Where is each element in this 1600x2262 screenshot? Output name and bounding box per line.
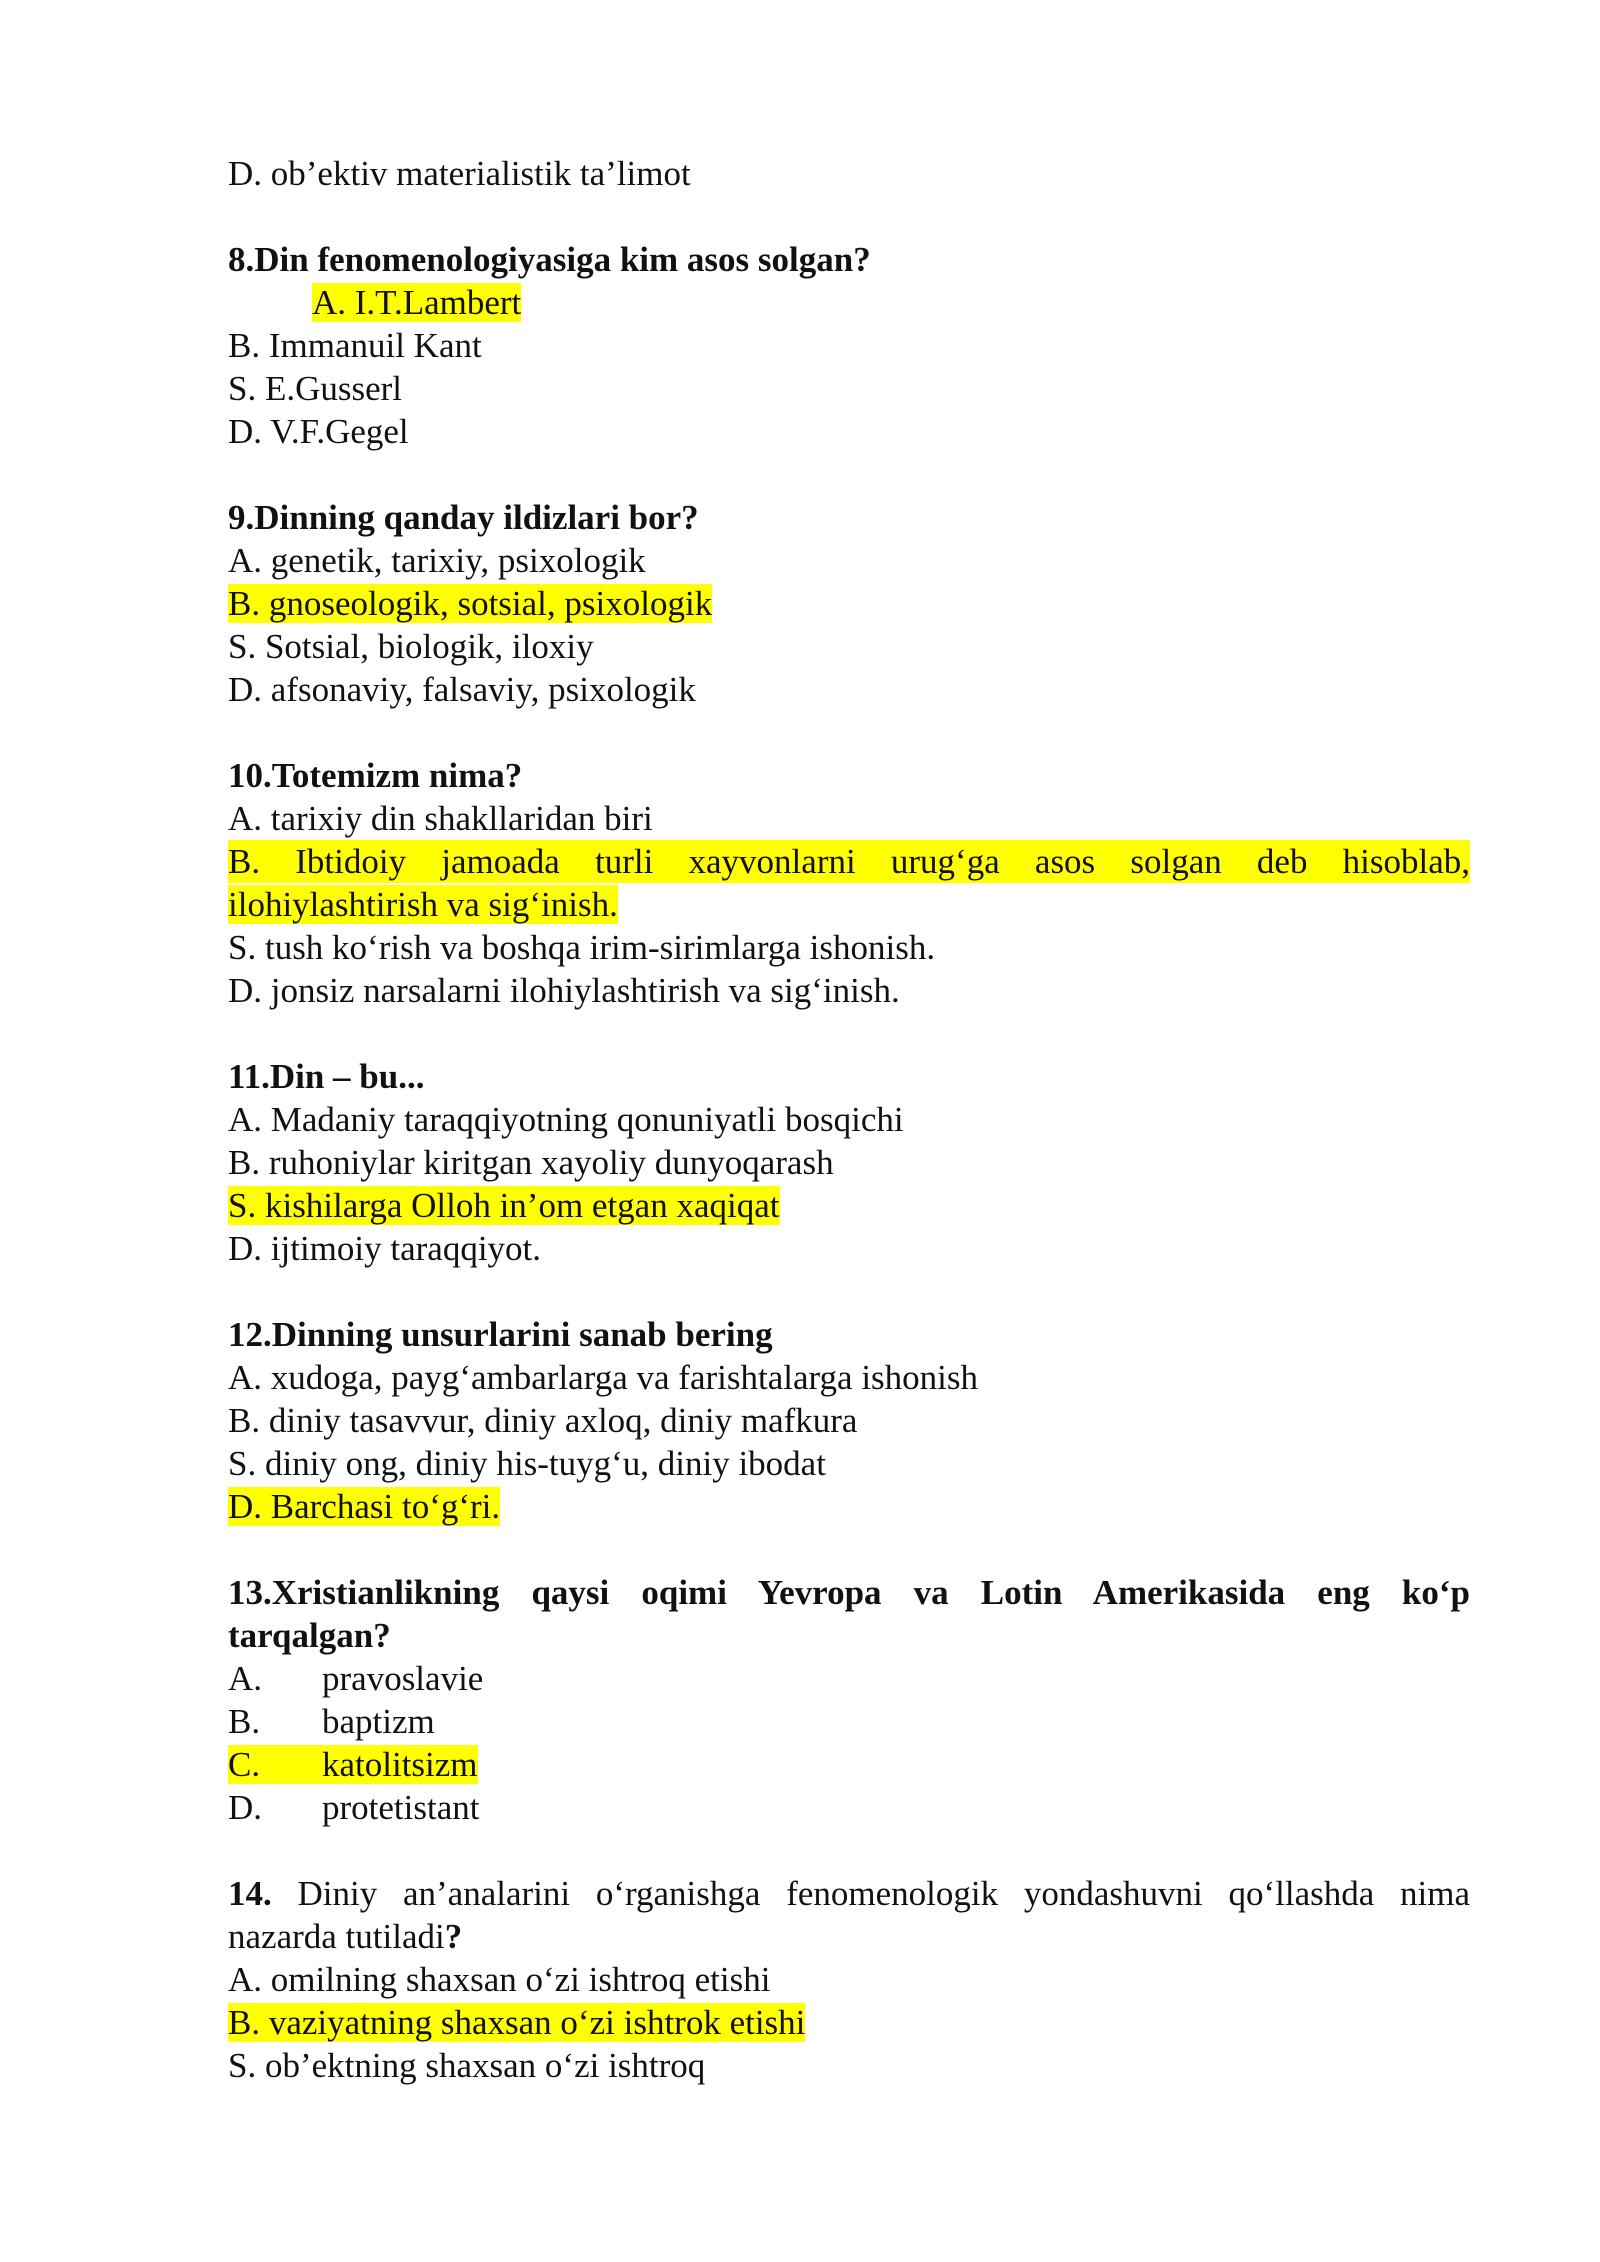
question-9-option-a: A. genetik, tarixiy, psixologik	[228, 541, 646, 580]
spacer	[228, 711, 1470, 754]
answer-highlight: B. gnoseologik, sotsial, psixologik	[228, 584, 713, 623]
spacer	[228, 1829, 1470, 1872]
question-10-text: 10.Totemizm nima?	[228, 756, 523, 795]
question-14-text-line1	[228, 1872, 1470, 1915]
question-10-option-b-line2	[228, 883, 1470, 926]
question-13	[228, 1571, 1470, 1829]
option-letter: D.	[228, 1788, 263, 1827]
answer-highlight: S. kishilarga Olloh in’om etgan xaqiqat	[228, 1186, 780, 1225]
question-12-option-s: S. diniy ong, diniy his-tuyg‘u, diniy ibodat	[228, 1444, 826, 1483]
spacer	[228, 453, 1470, 496]
question-11-option-s	[228, 1184, 1470, 1227]
question-12	[228, 1313, 1470, 1528]
question-10	[228, 754, 1470, 1012]
answer-highlight: B. vaziyatning shaxsan o‘zi ishtrok etishi	[228, 2003, 806, 2042]
spacer	[228, 1528, 1470, 1571]
question-14-text-part2: nazarda tutiladi	[228, 1917, 445, 1956]
question-8	[228, 238, 1470, 453]
question-10-option-d: D. jonsiz narsalarni ilohiylashtirish va sig‘inish.	[228, 971, 900, 1010]
question-14-option-a: A. omilning shaxsan o‘zi ishtroq etishi	[228, 1960, 771, 1999]
spacer	[228, 1270, 1470, 1313]
answer-highlight	[228, 1745, 478, 1784]
question-9-option-d: D. afsonaviy, falsaviy, psixologik	[228, 670, 696, 709]
option-letter: C.	[228, 1745, 261, 1784]
question-11-option-a: A. Madaniy taraqqiyotning qonuniyatli bosqichi	[228, 1100, 904, 1139]
document-body	[228, 152, 1470, 2087]
question-12-option-d	[228, 1485, 1470, 1528]
spacer	[228, 195, 1470, 238]
question-11-option-b: B. ruhoniylar kiritgan xayoliy dunyoqarash	[228, 1143, 834, 1182]
question-13-option-c	[228, 1743, 1470, 1786]
option-text: pravoslavie	[322, 1659, 484, 1698]
question-12-option-b: B. diniy tasavvur, diniy axloq, diniy mafkura	[228, 1401, 858, 1440]
option-text: protetistant	[322, 1788, 480, 1827]
question-8-text: 8.Din fenomenologiyasiga kim asos solgan?	[228, 240, 871, 279]
question-14-question-mark: ?	[444, 1917, 463, 1956]
question-14-text-line2	[228, 1915, 1470, 1958]
prev-question-option-d: D. ob’ektiv materialistik ta’limot	[228, 154, 691, 193]
question-13-option-b	[228, 1700, 1470, 1743]
question-9-option-s: S. Sotsial, biologik, iloxiy	[228, 627, 594, 666]
question-8-option-s: S. E.Gusserl	[228, 369, 403, 408]
question-11	[228, 1055, 1470, 1270]
question-9	[228, 496, 1470, 711]
question-9-option-b	[228, 582, 1470, 625]
question-14-option-s: S. ob’ektning shaxsan o‘zi ishtroq	[228, 2046, 706, 2085]
answer-highlight: D. Barchasi to‘g‘ri.	[228, 1487, 501, 1526]
question-12-text: 12.Dinning unsurlarini sanab bering	[228, 1315, 773, 1354]
question-9-text: 9.Dinning qanday ildizlari bor?	[228, 498, 699, 537]
option-text: katolitsizm	[322, 1745, 478, 1784]
question-8-option-b: B. Immanuil Kant	[228, 326, 482, 365]
question-14-option-b	[228, 2001, 1470, 2044]
question-11-option-d: D. ijtimoiy taraqqiyot.	[228, 1229, 542, 1268]
question-10-option-s: S. tush ko‘rish va boshqa irim-sirimlarga ishonish.	[228, 928, 936, 967]
question-14-text-part1: Diniy an’analarini o‘rganishga fenomenologik yondashuvni qo‘llashda nima	[271, 1874, 1470, 1913]
question-12-option-a: A. xudoga, payg‘ambarlarga va farishtalarga ishonish	[228, 1358, 979, 1397]
option-letter: B.	[228, 1702, 261, 1741]
question-13-text-line1: 13.Xristianlikning qaysi oqimi Yevropa va Lotin Amerikasida eng ko‘p	[228, 1573, 1470, 1612]
question-8-option-d: D. V.F.Gegel	[228, 412, 409, 451]
question-14	[228, 1872, 1470, 2087]
question-14-number: 14.	[228, 1874, 272, 1913]
answer-highlight: A. I.T.Lambert	[312, 283, 522, 322]
option-letter: A.	[228, 1659, 263, 1698]
option-text: baptizm	[322, 1702, 435, 1741]
question-10-option-b-line1: B. Ibtidoiy jamoada turli xayvonlarni urug‘ga asos solgan deb hisoblab,	[228, 842, 1470, 881]
question-13-option-d	[228, 1786, 1470, 1829]
question-10-option-a: A. tarixiy din shakllaridan biri	[228, 799, 653, 838]
spacer	[228, 1012, 1470, 1055]
question-11-text: 11.Din – bu...	[228, 1057, 425, 1096]
question-8-option-a	[228, 281, 1470, 324]
question-13-text-line2: tarqalgan?	[228, 1616, 391, 1655]
answer-highlight: ilohiylashtirish va sig‘inish.	[228, 885, 618, 924]
question-13-option-a	[228, 1657, 1470, 1700]
